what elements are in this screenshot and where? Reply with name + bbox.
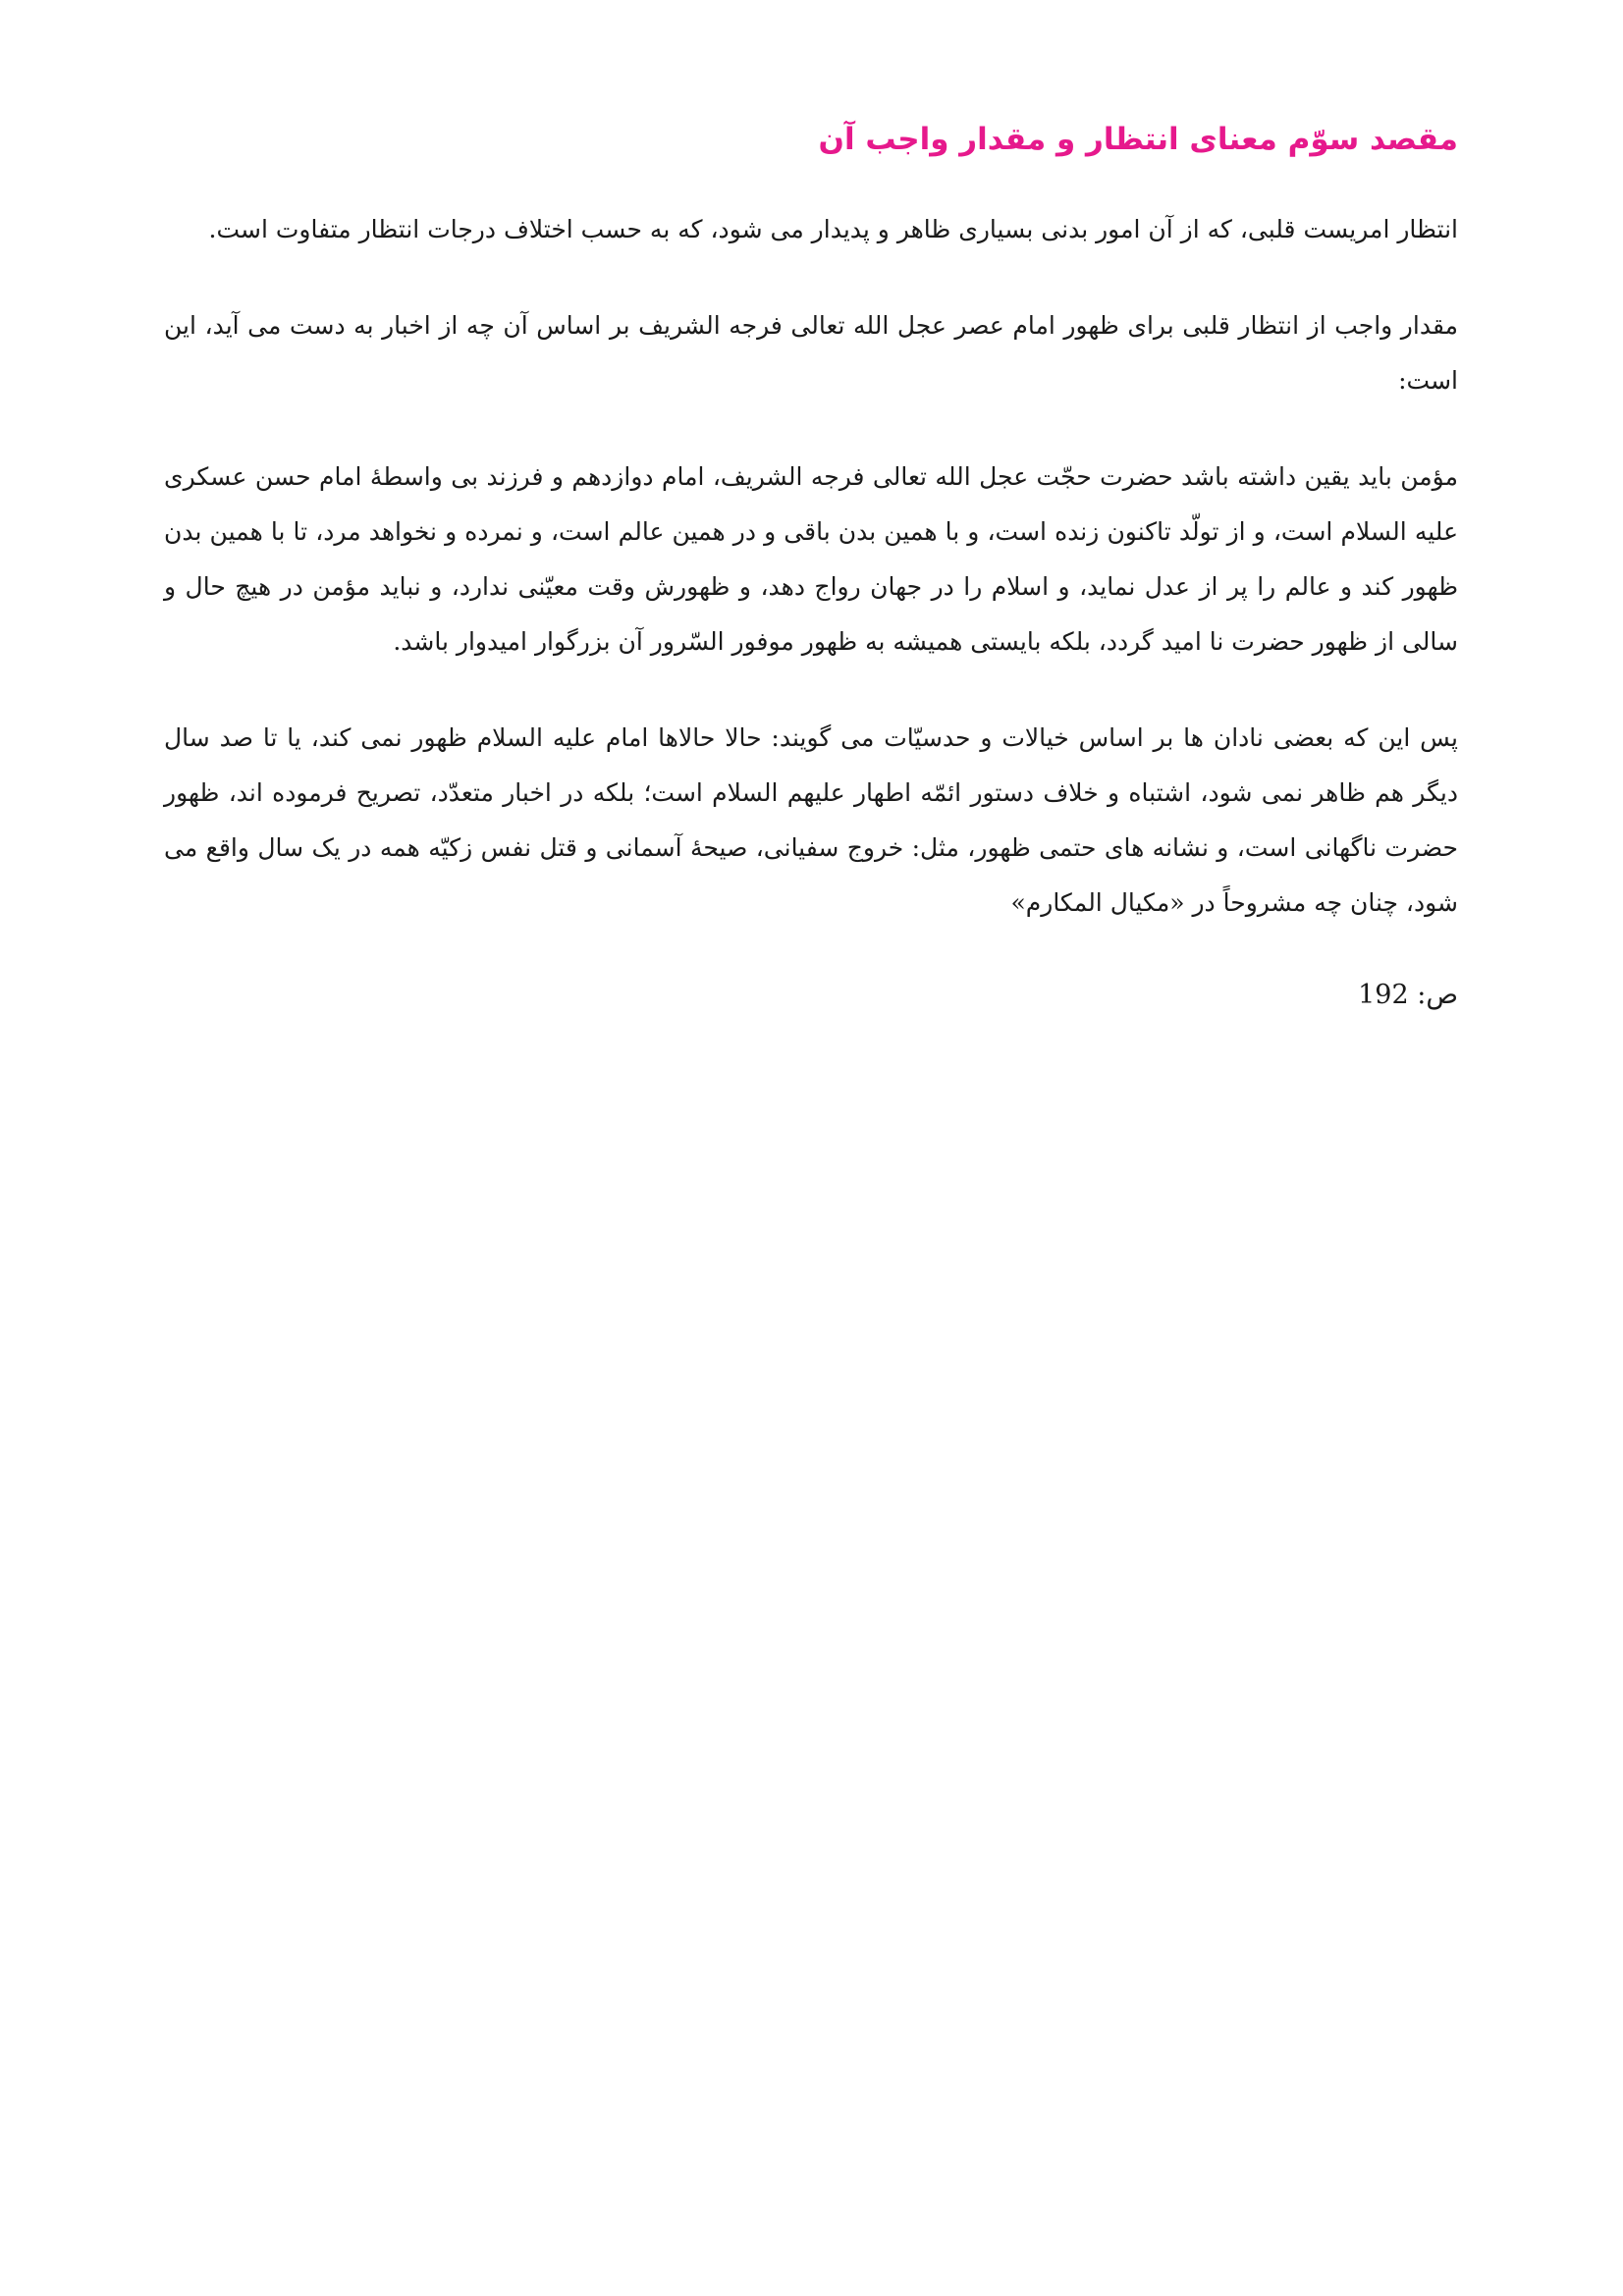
paragraph-4: پس این که بعضی نادان ها بر اساس خیالات و حدسیّات می گویند: حالا حالاها امام علیه السلام ظهور نمی کند، یا تا صد سال دیگر هم ظاهر نمی شود، اشتباه و خلاف دستور ائمّه اطهار علیهم السلام است؛ بلکه در اخبار متعدّد، تصریح فرموده اند، ظهور حضرت ناگهانی است، و نشانه های حتمی ظهور، مثل: خروج سفیانی، صیحهٔ آسمانی و قتل نفس زکیّه همه در یک سال واقع می شود، چنان چه مشروحاً در «مکیال المکارم»: [164, 723, 1458, 917]
section-heading: مقصد سوّم معنای انتظار و مقدار واجب آن: [818, 122, 1458, 157]
document-body: [164, 116, 1458, 1019]
paragraph-1: انتظار امریست قلبی، که از آن امور بدنی بسیاری ظاهر و پدیدار می شود، که به حسب اختلاف درجات انتظار متفاوت است.: [208, 215, 1458, 243]
paragraph-2: مقدار واجب از انتظار قلبی برای ظهور امام عصر عجل الله تعالی فرجه الشریف بر اساس آن چه از اخبار به دست می آید، این است:: [164, 311, 1458, 395]
page-number: ص: 192: [1358, 980, 1458, 1010]
paragraph-3: مؤمن باید یقین داشته باشد حضرت حجّت عجل الله تعالی فرجه الشریف، امام دوازدهم و فرزند بی واسطهٔ امام حسن عسکری علیه السلام است، و از تولّد تاکنون زنده است، و با همین بدن باقی و در همین عالم است، و نمرده و نخواهد مرد، تا با همین بدن ظهور کند و عالم را پر از عدل نماید، و اسلام را در جهان رواج دهد، و ظهورش وقت معیّنی ندارد، و نباید مؤمن در هیچ حال و سالی از ظهور حضرت نا امید گردد، بلکه بایستی همیشه به ظهور موفور السّرور آن بزرگوار امیدوار باشد.: [164, 462, 1458, 656]
